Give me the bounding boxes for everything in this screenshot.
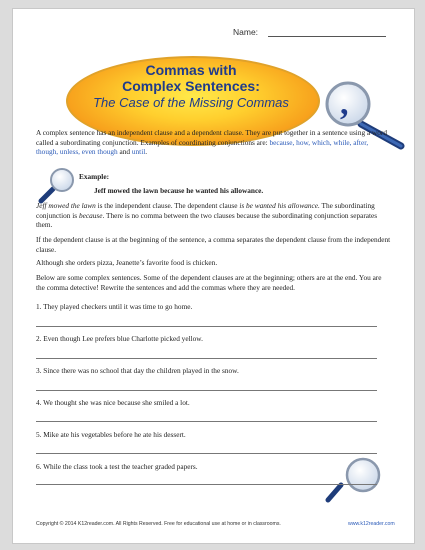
explanation-text-3: . There is no comma between the two clauses because the subordinating conjunction separates them. xyxy=(36,210,378,230)
explanation-text-1: is the independent clause. The dependent clause xyxy=(95,201,240,210)
answer-line-1[interactable] xyxy=(36,326,377,327)
question-2: 2. Even though Lee prefers blue Charlotte picked yellow. xyxy=(36,334,203,343)
independent-clause-text: Jeff mowed the lawn xyxy=(36,201,96,210)
explanation-text-2: The subordinating conjunction is xyxy=(36,201,375,220)
conjunction-list: because, how, which, while, after, though, unless, even though xyxy=(36,137,369,157)
worksheet-title: Commas with Complex Sentences: xyxy=(122,62,260,94)
question-6: 6. While the class took a test the teacher graded papers. xyxy=(36,462,198,471)
intro-period: . xyxy=(145,147,148,157)
svg-text:,: , xyxy=(340,85,349,122)
comma-example-paragraph: Although she orders pizza, Jeanette’s favorite food is chicken. xyxy=(36,258,218,267)
magnifying-glass-bottom-icon xyxy=(325,455,390,503)
example-sentence: Jeff mowed the lawn because he wanted his allowance. xyxy=(94,186,264,195)
instructions-paragraph: Below are some complex sentences. Some of the dependent clauses are at the beginning; others are at the end. You are the comma detective! Rewrite the sentences and add the commas where they are needed. xyxy=(36,273,382,292)
answer-line-6[interactable] xyxy=(36,484,377,485)
answer-line-3[interactable] xyxy=(36,390,377,391)
question-5: 5. Mike ate his vegetables before he ate his dessert. xyxy=(36,430,186,439)
name-label: Name: xyxy=(233,27,259,37)
copyright-text: Copyright © 2014 K12reader.com. All Rights Reserved. Free for educational use at home or in classrooms. xyxy=(36,521,281,527)
question-1: 1. They played checkers until it was time to go home. xyxy=(36,302,193,311)
worksheet-subtitle: The Case of the Missing Commas xyxy=(93,95,289,110)
answer-line-4[interactable] xyxy=(36,421,377,422)
conjunction-because-text: because xyxy=(78,210,103,220)
intro-paragraph xyxy=(36,128,392,157)
conjunction-until: until xyxy=(131,147,146,157)
magnifying-glass-small-icon xyxy=(37,167,77,205)
question-3: 3. Since there was no school that day the children played in the snow. xyxy=(36,366,239,375)
answer-line-2[interactable] xyxy=(36,358,377,359)
intro-text: A complex sentence has an independent clause and a dependent clause. They are put together in a sentence using a word called a subordinating conjunction. Examples of coordinating conjunctions are: xyxy=(36,128,387,147)
comma-rule-paragraph: If the dependent clause is at the beginning of the sentence, a comma separates the dependent clause from the independent clause. xyxy=(36,235,391,254)
answer-line-5[interactable] xyxy=(36,453,377,454)
example-label: Example: xyxy=(79,172,109,181)
website-link[interactable]: www.k12reader.com xyxy=(348,521,395,527)
dependent-clause-text: is be wanted his allowance. xyxy=(239,201,320,210)
name-field-line[interactable] xyxy=(268,36,386,37)
question-4: 4. We thought she was nice because she smiled a lot. xyxy=(36,398,190,407)
explanation-paragraph xyxy=(36,201,392,230)
intro-and: and xyxy=(117,147,132,157)
